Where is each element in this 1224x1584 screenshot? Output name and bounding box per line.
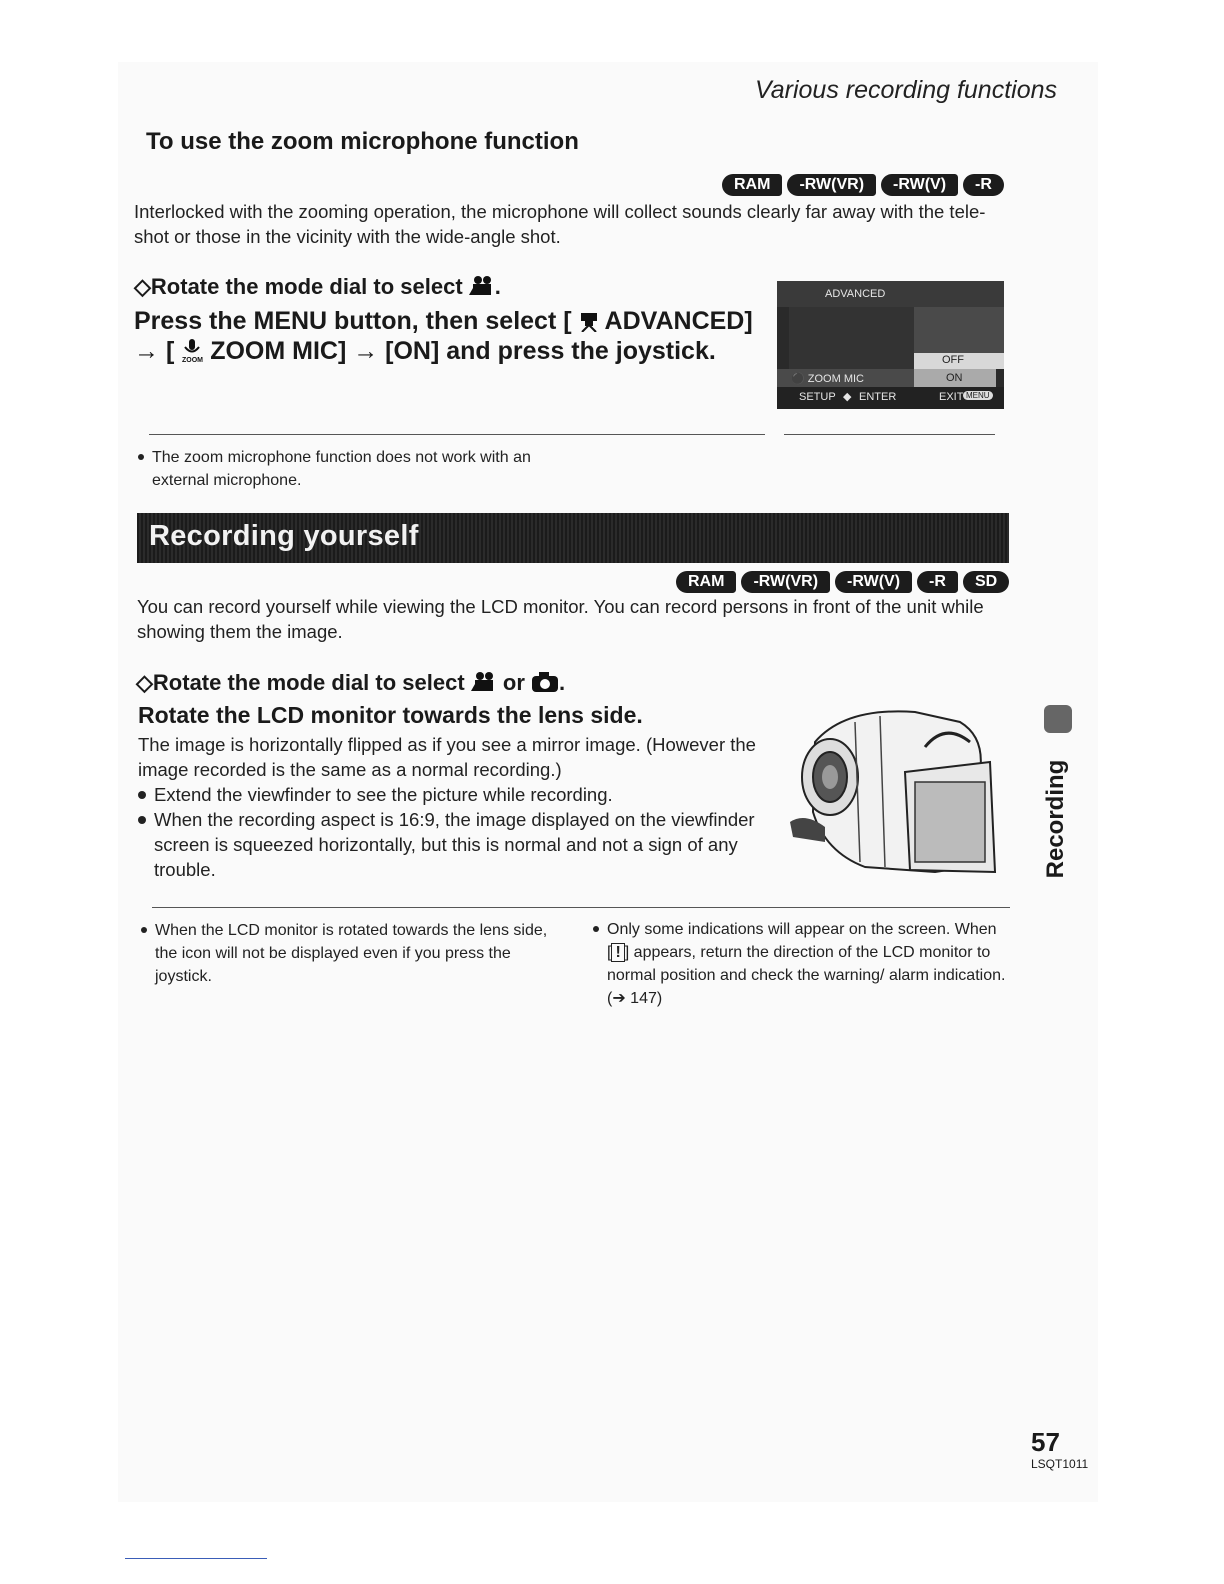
bullet xyxy=(138,791,146,799)
divider xyxy=(152,907,1010,908)
self-note-right: Only some indications will appear on the screen. When [ ! ] appears, return the direction of the LCD monitor to normal position and check the warning/ alarm indication. (➔ 147) xyxy=(593,918,1013,1010)
section-title-zoom-mic: To use the zoom microphone function xyxy=(146,128,579,155)
menu-item-zoom-mic: ⚫ ZOOM MIC xyxy=(791,373,864,385)
footer-line xyxy=(125,1558,267,1559)
menu-option-on: ON xyxy=(946,372,963,384)
self-body: The image is horizontally flipped as if you see a mirror image. (However the image recorded is the same as a normal recording.) Extend the viewfinder to see the picture while recording. When the recording aspect is 16:9, the image displayed on the viewfinder screen is squeezed horizontally, but this is normal and not a sign of any trouble. xyxy=(138,734,756,880)
clapperboard-icon xyxy=(579,310,599,332)
menu-screen-illustration xyxy=(777,281,1004,409)
side-tab-label: Recording xyxy=(1042,759,1069,879)
badge-rw-vr: -RW(VR) xyxy=(741,571,830,593)
divider xyxy=(149,434,765,435)
diamond-icon: ◇ xyxy=(134,274,151,299)
document-code: LSQT1011 xyxy=(1031,1457,1089,1471)
zoom-intro: Interlocked with the zooming operation, the microphone will collect sounds clearly far away with the tele-shot or those in the vicinity with the wide-angle shot. xyxy=(134,201,986,247)
badge-r: -R xyxy=(963,174,1004,196)
menu-title: ADVANCED xyxy=(825,288,886,300)
menu-footer-setup: SETUP xyxy=(799,391,836,403)
page-number: 57 xyxy=(1031,1427,1060,1457)
zoom-step-2: Press the MENU button, then select [ ADVANCED] → [ ZOOM ZOOM MIC] → [ON] and press the joystick. xyxy=(134,307,753,365)
section-banner-recording-yourself: Recording yourself xyxy=(137,513,1009,563)
bullet xyxy=(593,926,599,932)
bullet xyxy=(138,454,144,460)
zoom-note: The zoom microphone function does not work with an external microphone. xyxy=(138,446,558,492)
badge-rw-vr: -RW(VR) xyxy=(787,174,876,196)
badge-rw-v: -RW(V) xyxy=(835,571,912,593)
zoom-mic-icon xyxy=(181,339,203,363)
self-intro: You can record yourself while viewing the LCD monitor. You can record persons in front of the unit while showing them the image. xyxy=(137,596,984,642)
menu-footer-exit: EXIT xyxy=(939,391,964,403)
badge-ram: RAM xyxy=(676,571,736,593)
bullet xyxy=(138,816,146,824)
self-step-1: ◇Rotate the mode dial to select or . xyxy=(136,670,566,695)
side-tab xyxy=(1041,705,1073,880)
badge-ram: RAM xyxy=(722,174,782,196)
diamond-icon: ◇ xyxy=(136,670,153,695)
warning-icon: ! xyxy=(611,943,624,962)
badge-r: -R xyxy=(917,571,958,593)
bullet xyxy=(141,927,147,933)
self-note-left: When the LCD monitor is rotated towards the lens side, the icon will not be displayed even if you press the joystick. xyxy=(141,919,561,988)
badge-rw-v: -RW(V) xyxy=(881,174,958,196)
media-badges-self xyxy=(676,571,1009,593)
svg-text:ZOOM: ZOOM xyxy=(182,357,204,363)
self-step-2: Rotate the LCD monitor towards the lens side. xyxy=(138,702,643,728)
divider xyxy=(784,434,995,435)
movie-camera-icon xyxy=(469,275,495,297)
joystick-icon: ◆ xyxy=(843,391,852,403)
menu-option-off: OFF xyxy=(942,354,964,366)
menu-footer-enter: ENTER xyxy=(859,391,897,403)
still-camera-icon xyxy=(531,671,559,693)
media-badges-zoom xyxy=(722,174,1004,196)
camcorder-illustration xyxy=(785,702,1015,882)
running-header: Various recording functions xyxy=(755,76,1058,104)
movie-camera-icon xyxy=(471,671,497,693)
tab-square-icon xyxy=(1044,705,1072,733)
badge-sd: SD xyxy=(963,571,1009,593)
menu-key-icon: MENU xyxy=(963,391,993,400)
zoom-step-1: ◇Rotate the mode dial to select . xyxy=(134,274,501,299)
